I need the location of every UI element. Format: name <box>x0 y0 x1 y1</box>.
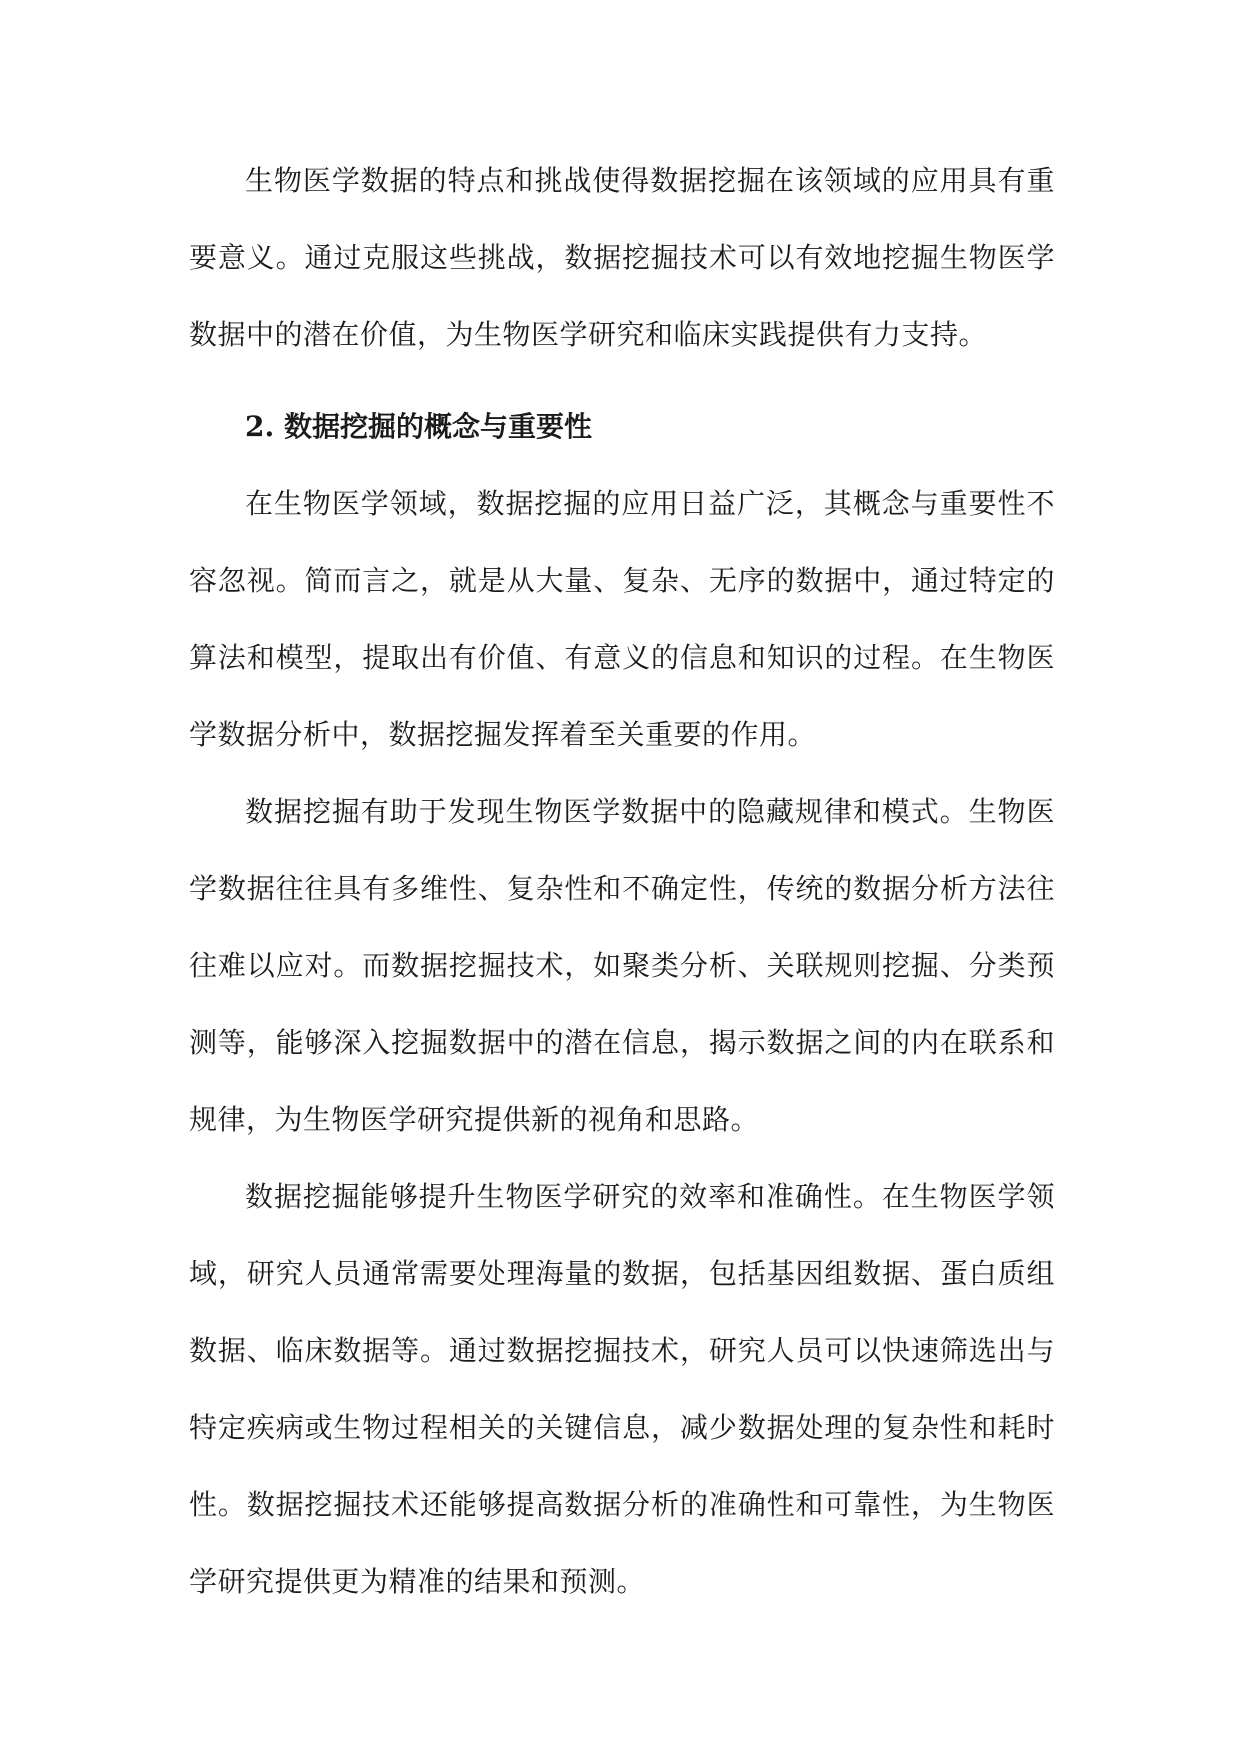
body-paragraph-3: 数据挖掘能够提升生物医学研究的效率和准确性。在生物医学领域，研究人员通常需要处理海量的数据，包括基因组数据、蛋白质组数据、临床数据等。通过数据挖掘技术，研究人员可以快速筛选出与特定疾病或生物过程相关的关键信息，减少数据处理的复杂性和耗时性。数据挖掘技术还能够提高数据分析的准确性和可靠性，为生物医学研究提供更为精准的结果和预测。 <box>189 1180 1055 1598</box>
section-heading: 2. 数据挖掘的概念与重要性 <box>245 410 592 443</box>
body-paragraph-1: 在生物医学领域，数据挖掘的应用日益广泛，其概念与重要性不容忽视。简而言之，就是从大量、复杂、无序的数据中，通过特定的算法和模型，提取出有价值、有意义的信息和知识的过程。在生物医学数据分析中，数据挖掘发挥着至关重要的作用。 <box>189 487 1055 751</box>
body-paragraph-2: 数据挖掘有助于发现生物医学数据中的隐藏规律和模式。生物医学数据往往具有多维性、复杂性和不确定性，传统的数据分析方法往往难以应对。而数据挖掘技术，如聚类分析、关联规则挖掘、分类预测等，能够深入挖掘数据中的潜在信息，揭示数据之间的内在联系和规律，为生物医学研究提供新的视角和思路。 <box>189 795 1055 1136</box>
document-page <box>189 142 1055 1620</box>
intro-paragraph: 生物医学数据的特点和挑战使得数据挖掘在该领域的应用具有重要意义。通过克服这些挑战，数据挖掘技术可以有效地挖掘生物医学数据中的潜在价值，为生物医学研究和临床实践提供有力支持。 <box>189 164 1055 351</box>
